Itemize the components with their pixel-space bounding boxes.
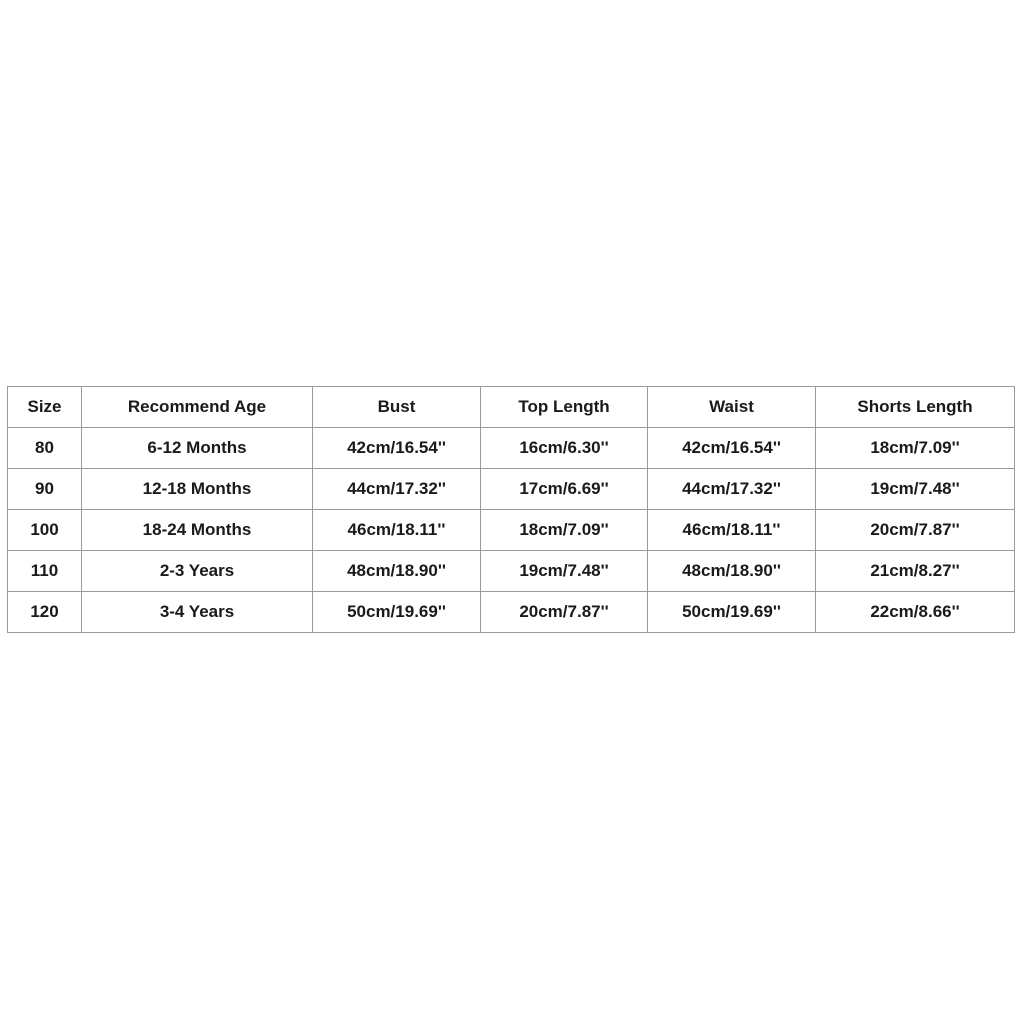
- cell-top-length: 20cm/7.87'': [481, 592, 648, 633]
- cell-waist: 46cm/18.11'': [648, 510, 816, 551]
- header-bust: Bust: [313, 387, 481, 428]
- cell-waist: 42cm/16.54'': [648, 428, 816, 469]
- cell-recommend-age: 3-4 Years: [82, 592, 313, 633]
- header-recommend-age: Recommend Age: [82, 387, 313, 428]
- cell-bust: 42cm/16.54'': [313, 428, 481, 469]
- cell-bust: 50cm/19.69'': [313, 592, 481, 633]
- cell-top-length: 18cm/7.09'': [481, 510, 648, 551]
- cell-recommend-age: 6-12 Months: [82, 428, 313, 469]
- header-shorts-length: Shorts Length: [816, 387, 1015, 428]
- cell-bust: 44cm/17.32'': [313, 469, 481, 510]
- cell-bust: 46cm/18.11'': [313, 510, 481, 551]
- cell-shorts-length: 20cm/7.87'': [816, 510, 1015, 551]
- cell-top-length: 19cm/7.48'': [481, 551, 648, 592]
- cell-waist: 44cm/17.32'': [648, 469, 816, 510]
- table-row: [8, 551, 1015, 592]
- cell-recommend-age: 12-18 Months: [82, 469, 313, 510]
- cell-size: 80: [8, 428, 82, 469]
- cell-recommend-age: 18-24 Months: [82, 510, 313, 551]
- table-row: [8, 592, 1015, 633]
- cell-waist: 48cm/18.90'': [648, 551, 816, 592]
- table-row: [8, 510, 1015, 551]
- cell-top-length: 16cm/6.30'': [481, 428, 648, 469]
- cell-size: 100: [8, 510, 82, 551]
- cell-recommend-age: 2-3 Years: [82, 551, 313, 592]
- cell-shorts-length: 18cm/7.09'': [816, 428, 1015, 469]
- cell-size: 90: [8, 469, 82, 510]
- cell-size: 120: [8, 592, 82, 633]
- header-waist: Waist: [648, 387, 816, 428]
- cell-bust: 48cm/18.90'': [313, 551, 481, 592]
- header-top-length: Top Length: [481, 387, 648, 428]
- header-size: Size: [8, 387, 82, 428]
- size-chart-table: [7, 386, 1015, 633]
- cell-top-length: 17cm/6.69'': [481, 469, 648, 510]
- cell-size: 110: [8, 551, 82, 592]
- table-row: [8, 469, 1015, 510]
- cell-shorts-length: 22cm/8.66'': [816, 592, 1015, 633]
- cell-waist: 50cm/19.69'': [648, 592, 816, 633]
- table-row: [8, 428, 1015, 469]
- table-header-row: [8, 387, 1015, 428]
- cell-shorts-length: 19cm/7.48'': [816, 469, 1015, 510]
- cell-shorts-length: 21cm/8.27'': [816, 551, 1015, 592]
